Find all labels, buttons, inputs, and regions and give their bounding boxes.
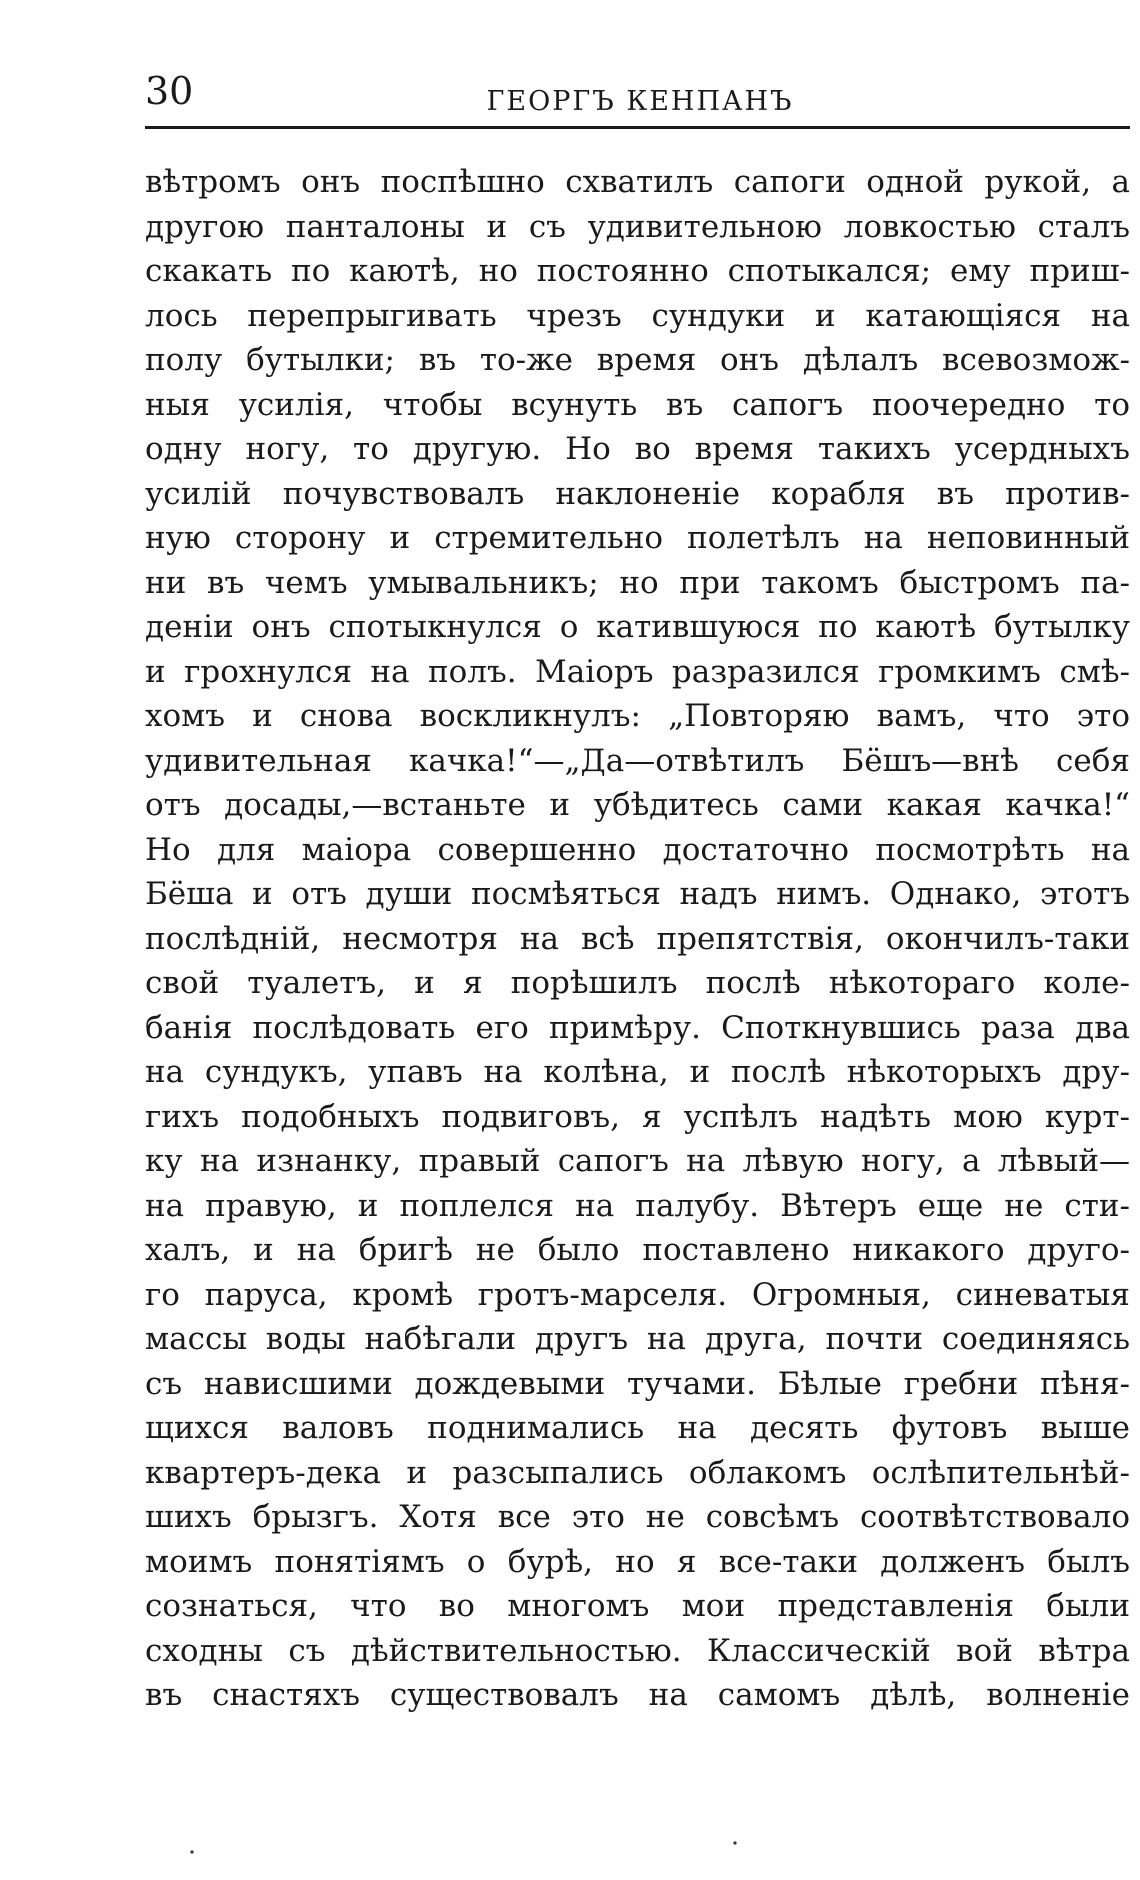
- text-line: банія послѣдовать его примѣру. Споткнувшись раза два: [145, 1009, 1130, 1046]
- text-line: удивительная качка!“—„Да—отвѣтилъ Бёшъ—внѣ себя: [145, 742, 1130, 779]
- text-line: сходны съ дѣйствительностью. Классическій вой вѣтра: [145, 1632, 1130, 1669]
- text-line: щихся валовъ поднимались на десять футовъ выше: [145, 1410, 1130, 1446]
- text-line: полу бутылки; въ то-же время онъ дѣлалъ всевозмож-: [145, 342, 1130, 378]
- text-line: послѣдній, несмотря на всѣ препятствія, окончилъ-таки: [145, 920, 1130, 957]
- text-line: массы воды набѣгали другъ на друга, почти соединяясь: [145, 1321, 1130, 1357]
- text-line: свой туалетъ, и я порѣшилъ послѣ нѣкотораго коле-: [145, 965, 1130, 1001]
- text-line: Но для маіора совершенно достаточно посмотрѣть на: [145, 831, 1130, 868]
- text-line: шихъ брызгъ. Хотя все это не совсѣмъ соотвѣтствовало: [145, 1499, 1130, 1535]
- text-line: лось перепрыгивать чрезъ сундуки и катающіяся на: [145, 297, 1130, 334]
- text-line: вѣтромъ онъ поспѣшно схватилъ сапоги одной рукой, а: [145, 164, 1130, 200]
- running-title: ГЕОРГЪ КЕНПАНЪ: [486, 86, 794, 117]
- text-line: моимъ понятіямъ о бурѣ, но я все-таки долженъ былъ: [145, 1543, 1130, 1580]
- text-line: сознаться, что во многомъ мои представленія были: [145, 1588, 1130, 1624]
- text-line: усилій почувствовалъ наклоненіе корабля въ против-: [145, 475, 1130, 512]
- body-text: [145, 160, 1130, 1718]
- text-line: одну ногу, то другую. Но во время такихъ усердныхъ: [145, 431, 1130, 467]
- text-line: ныя усилія, чтобы всунуть въ сапогъ поочередно то: [145, 386, 1130, 423]
- text-line: го паруса, кромѣ гротъ-марселя. Огромныя, синеватыя: [145, 1276, 1130, 1313]
- text-line: хомъ и снова воскликнулъ: „Повторяю вамъ, что это: [145, 698, 1130, 734]
- text-line: и грохнулся на полъ. Маіоръ разразился громкимъ смѣ-: [145, 653, 1130, 690]
- text-line: въ снастяхъ существовалъ на самомъ дѣлѣ, волненіе: [145, 1677, 1130, 1713]
- text-line: другою панталоны и съ удивительною ловкостью сталъ: [145, 208, 1130, 245]
- text-line: съ нависшими дождевыми тучами. Бѣлые гребни пѣня-: [145, 1365, 1130, 1402]
- header-rule: [145, 126, 1130, 129]
- text-line: ку на изнанку, правый сапогъ на лѣвую ногу, а лѣвый—: [145, 1143, 1130, 1179]
- text-line: квартеръ-дека и разсыпались облакомъ ослѣпительнѣй-: [145, 1454, 1130, 1491]
- text-line: отъ досады,—встаньте и убѣдитесь сами какая качка!“: [145, 787, 1130, 823]
- text-line: халъ, и на бригѣ не было поставлено никакого друго-: [145, 1232, 1130, 1268]
- text-line: Бёша и отъ души посмѣяться надъ нимъ. Однако, этотъ: [145, 876, 1130, 912]
- text-line: на правую, и поплелся на палубу. Вѣтеръ еще не сти-: [145, 1187, 1130, 1224]
- text-line: ную сторону и стремительно полетѣлъ на неповинный: [145, 520, 1130, 556]
- page-number: 30: [145, 69, 194, 113]
- text-line: скакать по каютѣ, но постоянно спотыкался; ему приш-: [145, 253, 1130, 289]
- text-line: ни въ чемъ умывальникъ; но при такомъ быстромъ па-: [145, 564, 1130, 601]
- text-line: гихъ подобныхъ подвиговъ, я успѣлъ надѣть мою курт-: [145, 1098, 1130, 1135]
- text-line: деніи онъ спотыкнулся о катившуюся по каютѣ бутылку: [145, 609, 1130, 645]
- text-line: на сундукъ, упавъ на колѣна, и послѣ нѣкоторыхъ дру-: [145, 1054, 1130, 1090]
